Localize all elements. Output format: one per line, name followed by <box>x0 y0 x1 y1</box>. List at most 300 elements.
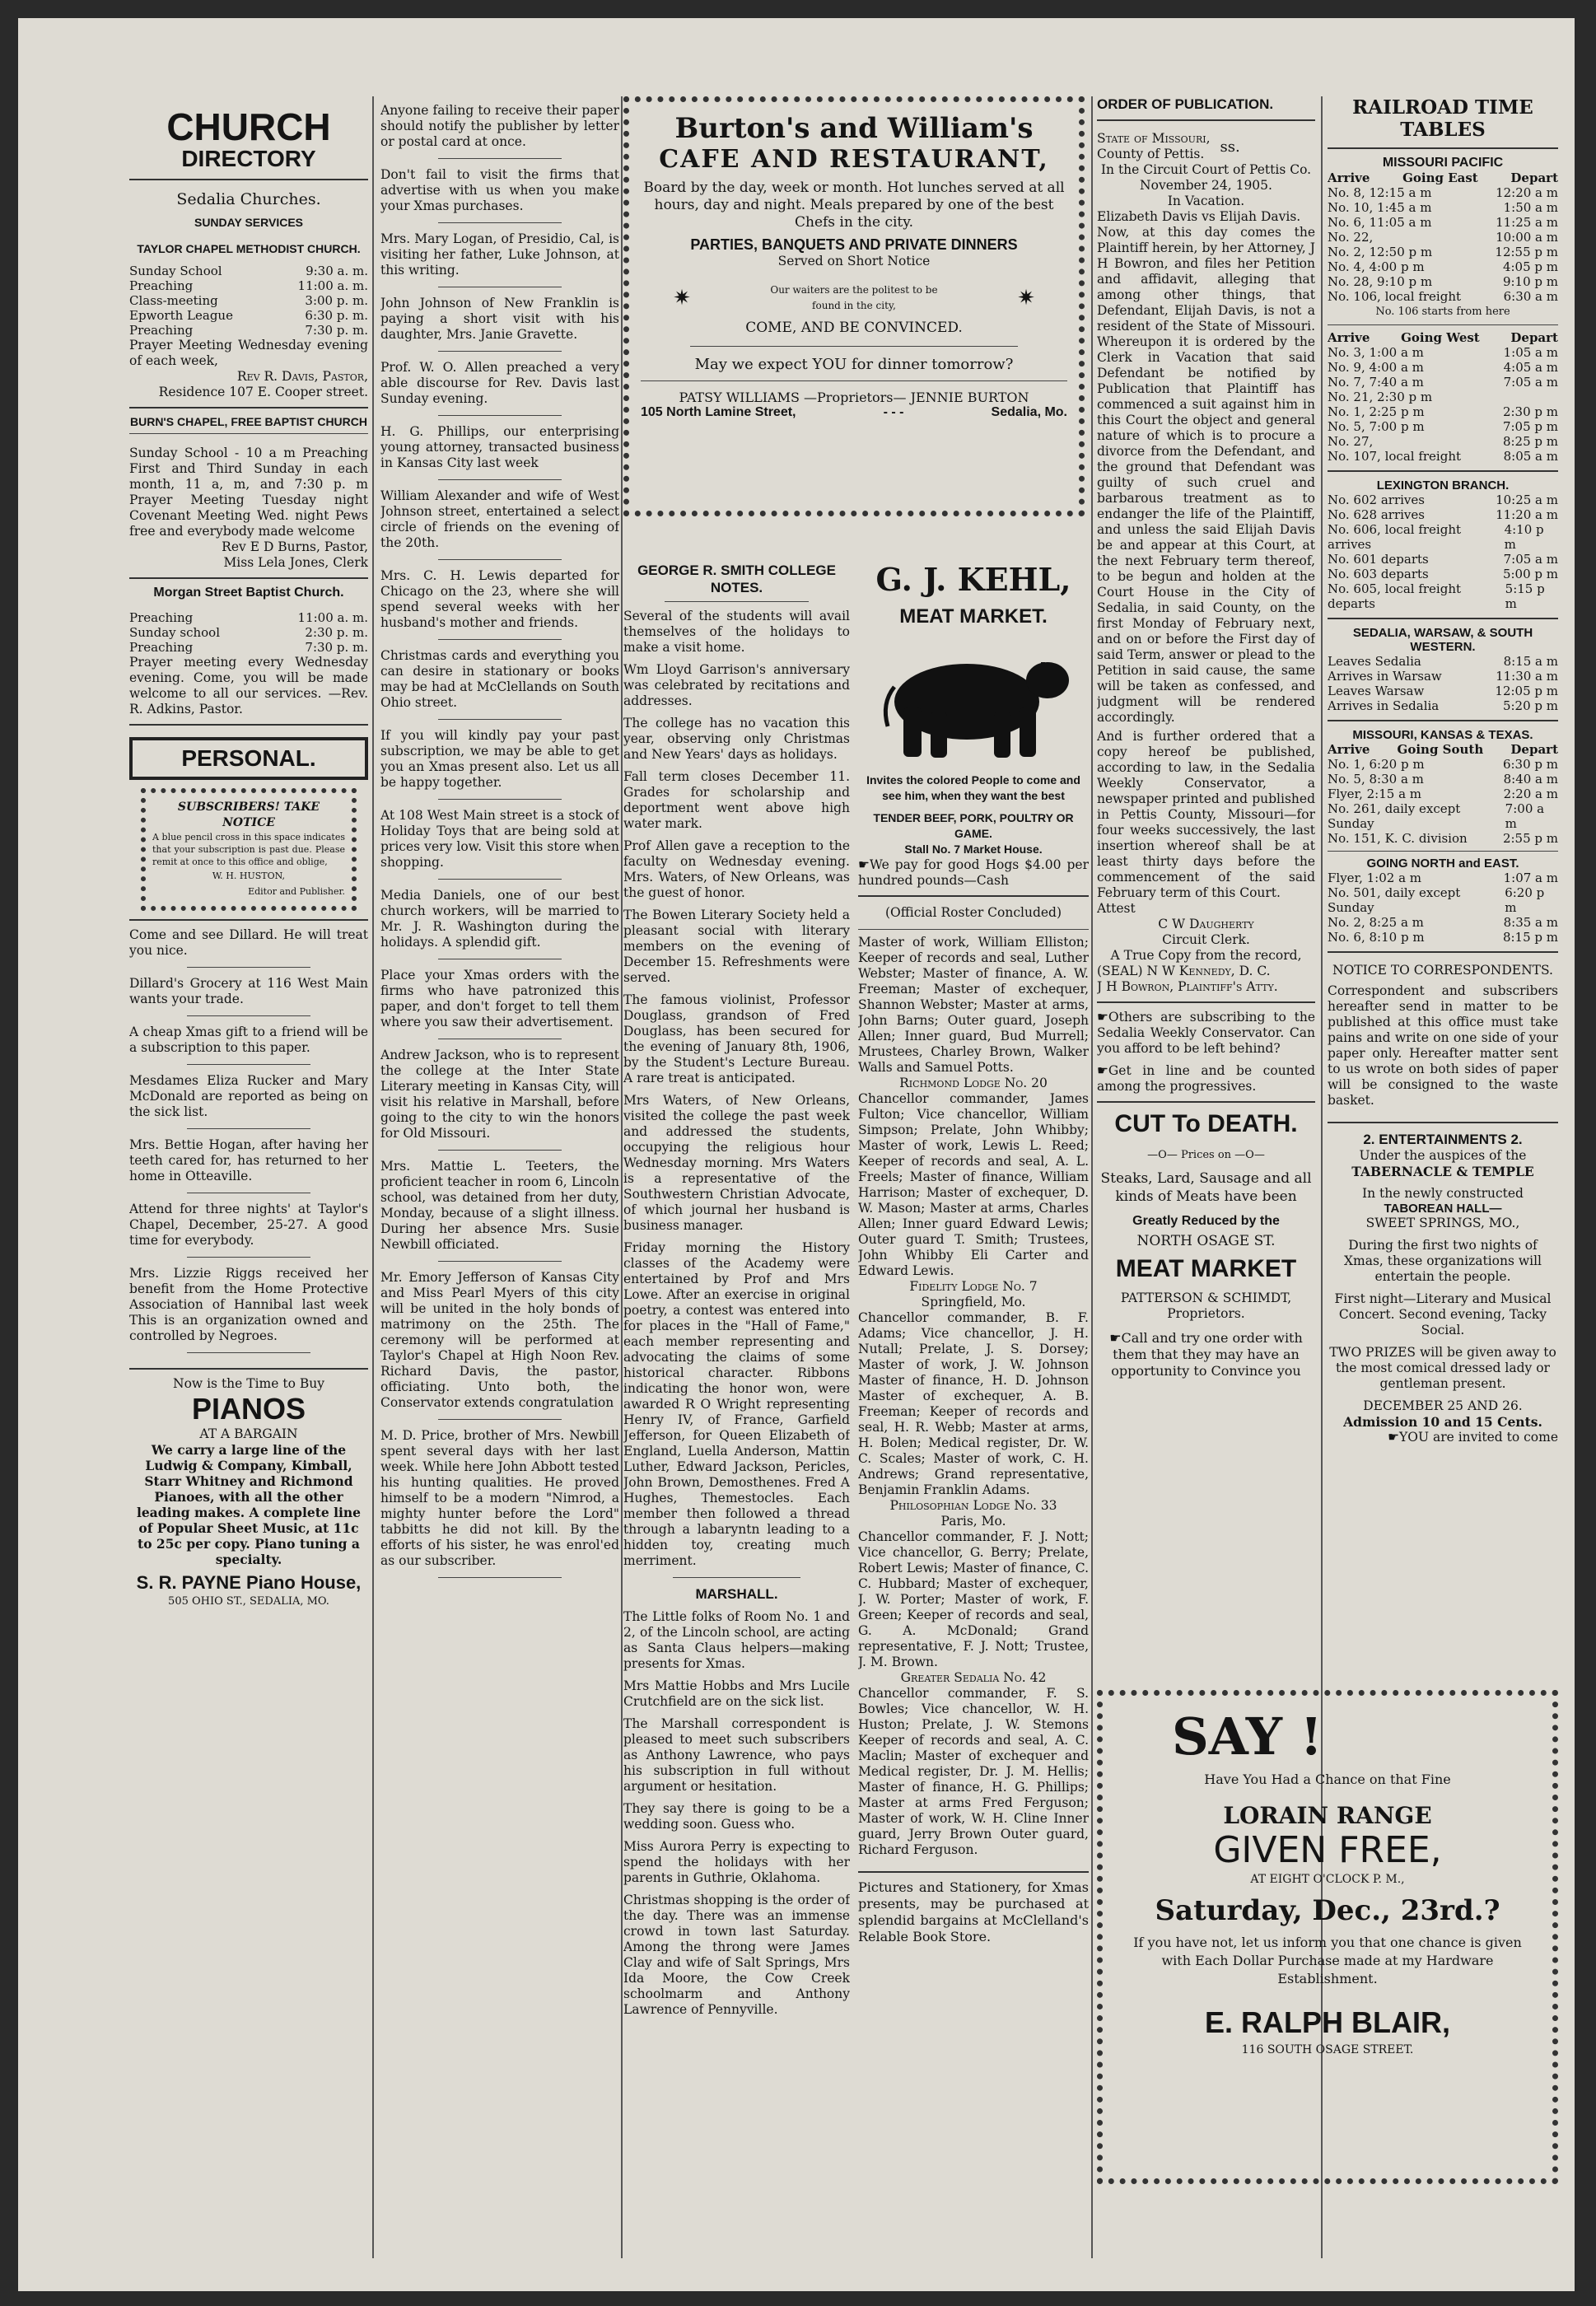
row-label: Arrives in Sedalia <box>1328 698 1440 713</box>
item-divider <box>438 799 562 800</box>
news-item: Dillard's Grocery at 116 West Main wants your trade. <box>129 976 368 1006</box>
newly-constructed: In the newly constructed <box>1362 1186 1524 1201</box>
mp-west-header <box>1328 330 1558 345</box>
item-divider <box>187 1128 310 1129</box>
mp-note: No. 106 starts from here <box>1375 306 1510 318</box>
mkt-heading: MISSOURI, KANSAS & TEXAS. <box>1352 728 1533 742</box>
say-saturday: Saturday, Dec., 23rd.? <box>1155 1894 1500 1927</box>
kehl-beef: TENDER BEEF, PORK, POULTRY OR GAME. <box>873 811 1074 840</box>
row-value: 4:05 p m <box>1502 259 1558 274</box>
news-item: At 108 West Main street is a stock of Holiday Toys that are being sold at prices very low. Visit this store when shopping. <box>380 808 619 870</box>
row-label: No. 606, local freight arrives <box>1328 522 1462 552</box>
kennedy: N W Kennedy, D. C. <box>1146 964 1271 978</box>
cafe-ad <box>623 96 1085 541</box>
row-label: Flyer, 2:15 a m <box>1328 787 1422 801</box>
star-icon: ✷ <box>673 286 691 310</box>
row-value: 12:20 a m <box>1496 185 1558 200</box>
row-value: 7:05 a m <box>1503 552 1558 567</box>
news-item: Friday morning the History classes of the Academy were entertained by Prof and Mrs Lowe. After an exercise in original poetry, a contest was entered into for places in the "Hall of Fame," each member representing and advocating the claims of some historical character. Ribbons indicating the honor won, were awarded R O Wright representing Henry IV, of France, Garfield Jefferson, for Queen Elizabeth of England, Luella Anderson, Mattin Luther, Edward Jackson, Pericles, John Brown, Demosthenes. Fred A Hughes, Themestocles. Each member then followed a thread through a labaryntn leading to a hidden toy, creating much merriment. <box>623 1240 850 1568</box>
news-item: Mrs. Mattie L. Teeters, the proficient teacher in room 6, Lincoln school, was detained from her duty, Monday, because of a slight illness. During her absence Mrs. Susie Newbill officiated. <box>380 1159 619 1252</box>
row-value: 7:05 a m <box>1503 375 1558 390</box>
news-item: The college has no vacation this year, observing only Christmas and New Years' days as holidays. <box>623 716 850 762</box>
cafe-short-notice: Served on Short Notice <box>777 254 931 268</box>
news-item: The Marshall correspondent is pleased to meet such subscribers as Anthony Lawrence, who pays his subscription in full without argument or hesitation. <box>623 1716 850 1794</box>
mp-heading: MISSOURI PACIFIC <box>1382 156 1504 170</box>
news-item: Mrs. Bettie Hogan, after having her teeth cared for, has returned to her home in Otteaville. <box>129 1137 368 1183</box>
schedule-row <box>1328 259 1558 274</box>
row-label: No. 107, local freight <box>1328 449 1462 464</box>
ent-you <box>1328 1430 1558 1445</box>
order-heading: ORDER OF PUBLICATION. <box>1097 96 1274 112</box>
schedule-row <box>1328 669 1558 684</box>
cafe-parties: PARTIES, BANQUETS AND PRIVATE DINNERS <box>690 236 1018 253</box>
sws-table <box>1328 654 1558 713</box>
mkt-header <box>1328 742 1558 757</box>
personal-box <box>129 737 368 780</box>
news-item: Mesdames Eliza Rucker and Mary McDonald are reported as being on the sick list. <box>129 1073 368 1119</box>
bowron-line: J H Bowron, Plaintiff's Atty. <box>1097 979 1278 994</box>
row-value: 8:40 a m <box>1503 772 1558 787</box>
schedule-row <box>129 610 368 625</box>
schedule-row <box>1328 915 1558 930</box>
personal-heading: PERSONAL. <box>181 745 316 771</box>
row-value: 4:10 p m <box>1504 522 1544 552</box>
mp-east-depart: Depart <box>1510 170 1558 185</box>
row-label: No. 28, 9:10 p m <box>1328 274 1433 289</box>
college-items <box>623 609 850 1569</box>
order-text2: And is further ordered that a copy hereof be published, according to law, in the Sedalia Weekly Conservator, a newspaper printed and published in Pettis County, Missouri—for four weeks successively, the last insertion whereof shall be at least thirty days before the commencement of the said February term of this Court. <box>1097 729 1315 900</box>
row-value: 6:30 a m <box>1503 289 1558 304</box>
morgan-text: Prayer meeting every Wednesday evening. Come, you will be made welcome to all our services. —Rev. R. Adkins, Pastor. <box>129 655 368 717</box>
piano-title: PIANOS <box>191 1392 306 1426</box>
tabernacle: TABERNACLE & TEMPLE <box>1351 1164 1534 1179</box>
row-value: 5:15 p m <box>1505 581 1545 611</box>
row-label: No. 501, daily except Sunday <box>1328 885 1461 915</box>
row-value: 9:10 p m <box>1502 274 1558 289</box>
row-label: Epworth League <box>129 308 233 323</box>
row-label: No. 603 departs <box>1328 567 1429 581</box>
clerk-name: C W Daugherty <box>1158 917 1254 931</box>
sunday-services: SUNDAY SERVICES <box>194 216 303 229</box>
news-item: Come and see Dillard. He will treat you nice. <box>129 927 368 958</box>
row-label: No. 8, 12:15 a m <box>1328 185 1432 200</box>
county-line: County of Pettis. <box>1097 147 1205 161</box>
cafe-come: COME, AND BE CONVINCED. <box>745 320 963 336</box>
north-heading: GOING NORTH and EAST. <box>1366 857 1519 871</box>
roster-pictures: Pictures and Stationery, for Xmas presents, may be purchased at splendid bargains at McClelland's Relable Book Store. <box>858 1879 1089 1944</box>
marshall-heading: MARSHALL. <box>695 1586 778 1602</box>
item-divider <box>438 559 562 560</box>
row-value: 8:25 p m <box>1502 434 1558 449</box>
newspaper-page <box>18 18 1575 2291</box>
schedule-row <box>129 323 368 338</box>
row-label: No. 3, 1:00 a m <box>1328 345 1424 360</box>
state-line: State of Missouri, <box>1097 131 1211 146</box>
row-label: Preaching <box>129 610 194 625</box>
call-body: Call and try one order with them that they may have an opportunity to Convince you <box>1111 1330 1303 1379</box>
lex-heading: LEXINGTON BRANCH. <box>1376 478 1510 492</box>
bull-icon <box>858 629 1089 769</box>
subscriber-notice <box>141 788 357 911</box>
column-rule <box>1091 96 1093 2258</box>
others-text: Others are subscribing to the Sedalia Weekly Conservator. Can you afford to be left behind? <box>1097 1010 1315 1056</box>
row-label: No. 9, 4:00 a m <box>1328 360 1424 375</box>
rail-title: RAILROAD TIME TABLES <box>1352 96 1533 141</box>
cafe-text: Board by the day, week or month. Hot lunches served at all hours, day and night. Meals prepared by one of the best Chefs in the city. <box>643 180 1065 231</box>
row-label: Flyer, 1:02 a m <box>1328 871 1422 885</box>
news-item: Anyone failing to receive their paper should notify the publisher by letter or postal card at once. <box>380 103 619 149</box>
mp-west-table <box>1328 345 1558 464</box>
news-item: Miss Aurora Perry is expecting to spend the holidays with her parents in Guthrie, Oklahoma. <box>623 1839 850 1885</box>
kehl-invite: Invites the colored People to come and see him, when they want the best <box>866 773 1080 802</box>
marshall-items <box>623 1609 850 2018</box>
you-text: YOU are invited to come <box>1399 1430 1558 1445</box>
news-item: William Alexander and wife of West Johnson street, entertained a select circle of friends on the evening of the 20th. <box>380 488 619 550</box>
north-osage: NORTH OSAGE ST. <box>1136 1233 1276 1249</box>
mkt-going: Going South <box>1397 742 1484 757</box>
state-county <box>1097 131 1315 162</box>
mp-east-arrive: Arrive <box>1328 170 1370 185</box>
schedule-row <box>1328 375 1558 390</box>
schedule-row <box>1328 230 1558 245</box>
church-directory-column <box>129 96 368 2258</box>
ent-dec: DECEMBER 25 AND 26. <box>1363 1398 1523 1413</box>
news-item: Christmas cards and everything you can desire in stationary or books may be had at McClellands on South Ohio street. <box>380 648 619 710</box>
row-label: No. 7, 7:40 a m <box>1328 375 1424 390</box>
item-divider <box>438 1261 562 1262</box>
news-item: Mrs. Lizzie Riggs received her benefit from the Home Protective Association of Hannibal last week This is an organization owned and controlled by Negroes. <box>129 1266 368 1343</box>
ent-heading: 2. ENTERTAINMENTS 2. <box>1363 1132 1523 1147</box>
roster-h3b: Springfield, Mo. <box>921 1295 1026 1309</box>
piano-text: We carry a large line of the Ludwig & Company, Kimball, Starr Whitney and Richmond Pianoes, with all the other leading makes. A complete line of Popular Sheet Music, at 11c to 25c per copy. Piano tuning a specialty. <box>136 1442 362 1567</box>
row-value: 1:07 a m <box>1503 871 1558 885</box>
proprietors: Proprietors. <box>1167 1306 1245 1321</box>
row-label: No. 151, K. C. division <box>1328 831 1468 846</box>
item-divider <box>438 1577 562 1578</box>
news-item: John Johnson of New Franklin is paying a short visit with his daughter, Mrs. Janie Gravette. <box>380 296 619 342</box>
say-at: AT EIGHT O'CLOCK P. M., <box>1250 1873 1405 1886</box>
row-value: 1:50 a m <box>1503 200 1558 215</box>
schedule-row <box>1328 522 1558 552</box>
schedule-row <box>1328 274 1558 289</box>
column-rule <box>621 96 623 2258</box>
schedule-row <box>129 293 368 308</box>
row-value: 6:30 p. m. <box>305 308 368 323</box>
personal-items <box>129 927 368 1353</box>
row-value: 7:00 a m <box>1505 801 1545 831</box>
notice-sign: W. H. HUSTON, <box>212 871 286 881</box>
row-label: No. 22, <box>1328 230 1374 245</box>
say-address: 116 SOUTH OSAGE STREET. <box>1241 2043 1414 2056</box>
row-label: Arrives in Warsaw <box>1328 669 1442 684</box>
sedalia-churches: Sedalia Churches. <box>176 190 321 208</box>
schedule-row <box>1328 492 1558 507</box>
cafe-ad-border <box>623 96 1085 516</box>
college-notes-column <box>623 562 850 2258</box>
schedule-row <box>1328 831 1558 846</box>
pointing-hand-icon: ☛ <box>1097 1010 1108 1025</box>
row-value: 2:20 a m <box>1503 787 1558 801</box>
news-item: The Bowen Literary Society held a pleasant social with literary members on the evening of December 15. Refreshments were served. <box>623 908 850 985</box>
order-text: Now, at this day comes the Plaintiff herein, by her Attorney, J H Bowron, and files her Petition and affidavit, alleging that among other things, that Defendant, Elijah Davis, is not a resident of the State of Missouri. Whereupon it is ordered by the Clerk in Vacation that said Defendant be notified by Publication that Plaintiff has commenced a suit against him in this Court the object and general nature of which is to procure a divorce from the Defendant, and the ground that Defendant was guilty of such cruel and barbarous treatment as to endanger the life of the Plaintiff, and unless the said Elijah Davis be and appear at this Court, at the next February term thereof, to be begun and holden at the Court House in the City of Sedalia, in said County, on the first Monday of February next, and on or before the First day of said Term, answer or plead to the Petition in said cause, the same will be taken as confessed, and judgment will be rendered accordingly. <box>1097 225 1315 725</box>
schedule-row <box>1328 507 1558 522</box>
cafe-address-city: Sedalia, Mo. <box>991 405 1067 419</box>
row-label: No. 21, 2:30 p m <box>1328 390 1433 404</box>
row-label: Leaves Sedalia <box>1328 654 1421 669</box>
schedule-row <box>1328 581 1558 611</box>
news-item: Wm Lloyd Garrison's anniversary was celebrated by recitations and addresses. <box>623 662 850 708</box>
schedule-row <box>129 308 368 323</box>
schedule-row <box>1328 684 1558 698</box>
row-label: No. 1, 2:25 p m <box>1328 404 1425 419</box>
schedule-row <box>1328 871 1558 885</box>
notice-title: SUBSCRIBERS! TAKE NOTICE <box>177 801 320 829</box>
item-divider <box>438 351 562 352</box>
say-have: Have You Had a Chance on that Fine <box>1204 1772 1451 1787</box>
ent-sub: Under the auspices of the <box>1359 1148 1527 1163</box>
row-label: Leaves Warsaw <box>1328 684 1425 698</box>
schedule-row <box>1328 801 1558 831</box>
taborean-hall: TABOREAN HALL— <box>1384 1202 1502 1216</box>
line-text: Get in line and be counted among the progressives. <box>1097 1063 1315 1094</box>
roster-h4b: Paris, Mo. <box>940 1514 1006 1529</box>
sweet-springs: SWEET SPRINGS, MO., <box>1365 1216 1520 1230</box>
item-divider <box>438 1419 562 1420</box>
schedule-row <box>1328 885 1558 915</box>
burns-chapel-heading: BURN'S CHAPEL, FREE BAPTIST CHURCH <box>129 415 367 428</box>
row-value: 5:20 p m <box>1502 698 1558 713</box>
seal: (SEAL) <box>1097 964 1143 978</box>
roster-h4: Philosophian Lodge No. 33 <box>889 1498 1057 1513</box>
ss-mark: ss. <box>1220 138 1240 156</box>
row-value: 11:00 a. m. <box>297 610 368 625</box>
steaks-text: Steaks, Lard, Sausage and all kinds of Meats have been <box>1100 1170 1312 1205</box>
say-lorain: LORAIN RANGE <box>1223 1802 1432 1829</box>
item-divider <box>438 879 562 880</box>
others-subscribing <box>1097 1010 1315 1057</box>
column-rule <box>372 96 374 2258</box>
schedule-row <box>129 625 368 640</box>
row-label: No. 6, 8:10 p m <box>1328 930 1425 945</box>
ent-first: First night—Literary and Musical Concert. Second evening, Tacky Social. <box>1334 1291 1552 1337</box>
corr-text: Correspondent and subscribers hereafter send in matter to be published at this office must take pains and write on one side of your paper only. Hereafter matter sent to us wrote on both sides of paper will be consigned to the waste basket. <box>1328 983 1558 1108</box>
mp-west-depart: Depart <box>1510 330 1558 345</box>
row-value: 10:00 a m <box>1496 230 1558 245</box>
church-subtitle: DIRECTORY <box>181 146 316 171</box>
roster-h5: Greater Sedalia No. 42 <box>900 1670 1047 1685</box>
row-value: 8:15 a m <box>1503 654 1558 669</box>
row-value: 11:25 a m <box>1496 215 1558 230</box>
kehl-pay-text: We pay for good Hogs $4.00 per hundred pounds—Cash <box>858 857 1089 888</box>
mkt-depart: Depart <box>1510 742 1558 757</box>
prices-on: —O— Prices on —O— <box>1147 1149 1265 1161</box>
cafe-owners: PATSY WILLIAMS —Proprietors— JENNIE BURTON <box>679 390 1029 405</box>
taylor-schedule <box>129 264 368 338</box>
say-ad <box>1097 1690 1558 2184</box>
row-value: 12:55 p m <box>1495 245 1558 259</box>
north-table <box>1328 871 1558 945</box>
schedule-row <box>1328 552 1558 567</box>
call-text <box>1097 1330 1315 1379</box>
roster-h2: Richmond Lodge No. 20 <box>899 1076 1048 1090</box>
say-text: If you have not, let us inform you that one chance is given with Each Dollar Purchase made at my Hardware Establishment. <box>1133 1935 1522 1986</box>
row-label: No. 2, 12:50 p m <box>1328 245 1433 259</box>
news-item: Don't fail to visit the firms that advertise with us when you make your Xmas purchases. <box>380 167 619 213</box>
say-title: SAY ! <box>1172 1706 1323 1767</box>
pointing-hand-icon: ☛ <box>1388 1430 1400 1445</box>
schedule-row <box>1328 757 1558 772</box>
row-value: 1:05 a m <box>1503 345 1558 360</box>
kehl-name: G. J. KEHL, <box>875 562 1071 598</box>
patterson: PATTERSON & SCHIMDT, <box>1120 1291 1292 1305</box>
row-label: Sunday school <box>129 625 221 640</box>
pointing-hand-icon: ☛ <box>858 857 870 872</box>
item-divider <box>187 1015 310 1016</box>
item-divider <box>187 1257 310 1258</box>
taylor-residence: Residence 107 E. Cooper street. <box>158 385 368 399</box>
row-label: Preaching <box>129 278 194 293</box>
news-item: Attend for three nights' at Taylor's Chapel, December, 25-27. A good time for everybody. <box>129 1202 368 1248</box>
pointing-hand-icon: ☛ <box>1109 1330 1122 1346</box>
local-items <box>380 103 619 1578</box>
item-divider <box>438 639 562 640</box>
row-value: 2:55 p m <box>1502 831 1558 846</box>
item-divider <box>438 1150 562 1151</box>
taylor-chapel-heading: TAYLOR CHAPEL METHODIST CHURCH. <box>137 242 361 255</box>
corr-heading: NOTICE TO CORRESPONDENTS. <box>1332 963 1553 978</box>
mp-west-going: Going West <box>1401 330 1480 345</box>
item-divider <box>438 719 562 720</box>
item-divider <box>438 158 562 159</box>
row-label: No. 4, 4:00 p m <box>1328 259 1425 274</box>
seal-line <box>1097 964 1315 979</box>
row-label: Sunday School <box>129 264 222 278</box>
row-label: No. 6, 11:05 a m <box>1328 215 1432 230</box>
ent-admission: Admission 10 and 15 Cents. <box>1343 1414 1542 1430</box>
row-label: No. 1, 6:20 p m <box>1328 757 1425 772</box>
cafe-may: May we expect YOU for dinner tomorrow? <box>694 356 1014 373</box>
news-item: If you will kindly pay your past subscription, we may be able to get you an Xmas present also. Let us all be happy together. <box>380 728 619 790</box>
item-divider <box>187 967 310 968</box>
cut-to-death: CUT To DEATH. <box>1114 1110 1298 1137</box>
roster-p4: Chancellor commander, F. J. Nott; Vice chancellor, G. Berry; Prelate, Robert Lewis; Master of finance, C. C. Hubbard; Master of exchequer, J. W. Porter; Master of work, F. Green; Keeper of records and seal, G. A. McDonald; Grand representative, F. J. Nott; Trustee, J. M. Brown. <box>858 1529 1089 1669</box>
morgan-heading: Morgan Street Baptist Church. <box>153 586 344 600</box>
railroad-column <box>1328 96 1558 1678</box>
news-item: Mrs Mattie Hobbs and Mrs Lucile Crutchfield are on the sick list. <box>623 1678 850 1709</box>
row-value: 8:05 a m <box>1503 449 1558 464</box>
news-item: Prof. W. O. Allen preached a very able discourse for Rev. Davis last Sunday evening. <box>380 360 619 406</box>
row-label: No. 5, 7:00 p m <box>1328 419 1425 434</box>
mp-east-table <box>1328 185 1558 304</box>
schedule-row <box>1328 698 1558 713</box>
lex-table <box>1328 492 1558 611</box>
ent-during: During the first two nights of Xmas, these organizations will entertain the people. <box>1344 1238 1542 1284</box>
piano-house: S. R. PAYNE Piano House, <box>136 1572 362 1593</box>
news-item: M. D. Price, brother of Mrs. Newbill spent several days with her last week. While here John Abbott tested his hunting qualities. He proved himself to be a modern "Nimrod, a mighty hunter before the Lord" tabbitts he did not kill. By the efforts of his sister, he was enrol'ed as our subscriber. <box>380 1428 619 1568</box>
roster-p2: Chancellor commander, James Fulton; Vice chancellor, William Simpson; Prelate, John Whibby; Master of work, Lewis L. Reed; Keeper of records and seal, A. L. Freels; Master of finance, William Harrison; Master of exchequer, D. W. Mason; Master at arms, Charles Allen; Inner guard Edward Lewis; Outer guard T. Smith; Trustees, John Whibby Eli Carter and Edward Lewis. <box>858 1091 1089 1278</box>
cafe-address: 105 North Lamine Street, - - - Sedalia, Mo. <box>641 405 1067 419</box>
schedule-row <box>1328 567 1558 581</box>
cafe-waiters-row <box>641 282 1067 314</box>
piano-bargain: AT A BARGAIN <box>199 1426 298 1441</box>
row-label: No. 27, <box>1328 434 1374 449</box>
news-item: Prof Allen gave a reception to the faculty on Wednesday evening. Mrs. Waters, of New Orleans, was the guest of honor. <box>623 838 850 900</box>
notice-text: A blue pencil cross in this space indicates that your subscription is past due. Please remit at once to this office and oblige, <box>152 832 345 867</box>
news-item: Mr. Emory Jefferson of Kansas City and Miss Pearl Myers of this city will be united in the holy bonds of matrimony on the 25th. The ceremony will be performed at Taylor's Chapel at High Noon Rev. Richard Davis, the pastor, officiating. Unto both, the Conservator extends congratulation <box>380 1270 619 1410</box>
item-divider <box>438 222 562 223</box>
row-value: 2:30 p. m. <box>305 625 368 640</box>
row-value: 5:00 p m <box>1502 567 1558 581</box>
piano-now: Now is the Time to Buy <box>173 1376 324 1391</box>
schedule-row <box>129 264 368 278</box>
say-blair: E. RALPH BLAIR, <box>1204 2005 1450 2039</box>
schedule-row <box>1328 200 1558 215</box>
pointing-hand-icon: ☛ <box>1097 1063 1108 1078</box>
taylor-text: Prayer Meeting Wednesday evening of each week, <box>129 338 368 368</box>
kehl-market: MEAT MARKET. <box>899 605 1048 628</box>
burns-text: Sunday School - 10 a m Preaching First and Third Sunday in each month, 11 a, m, and 7:30 p. m Prayer Meeting Tuesday night Covenant Meeting Wed. night Pews free and everybody made welcome <box>129 446 368 539</box>
get-in-line <box>1097 1063 1315 1095</box>
schedule-row <box>1328 360 1558 375</box>
kehl-stall: Stall No. 7 Market House. <box>904 843 1043 856</box>
news-item: The famous violinist, Professor Douglass, grandson of Fred Douglass, has been secured for the evening of January 8th, 1906, by the Student's Lecture Bureau. A rare treat is anticipated. <box>623 992 850 1085</box>
schedule-row <box>1328 215 1558 230</box>
news-item: Andrew Jackson, who is to represent the college at the Inter State Literary meeting in Kansas City, will visit his relative in Marshall, before going to the city to win the honors for Old Missouri. <box>380 1048 619 1141</box>
roster-p1: Master of work, William Elliston; Keeper of records and seal, Luther Webster; Master of finance, A. W. Freeman; Master of exchequer, Shannon Webster; Master at arms, John Barns; Outer guard, Joseph Allen; Inner guard, Bud Murrell; Mrustees, Charley Brown, Walker Walls and Samuel Potts. <box>858 935 1089 1075</box>
schedule-row <box>1328 930 1558 945</box>
news-item: Media Daniels, one of our best church workers, will be married to Mr. J. R. Washington during the holidays. A splendid gift. <box>380 888 619 950</box>
row-value: 11:30 a m <box>1496 669 1558 684</box>
row-value: 7:30 p. m. <box>305 323 368 338</box>
taylor-pastor: Rev R. Davis, Pastor, <box>236 369 368 384</box>
roster-h3: Fidelity Lodge No. 7 <box>909 1279 1038 1294</box>
clerk-title: Circuit Clerk. <box>1162 932 1250 947</box>
schedule-row <box>1328 772 1558 787</box>
schedule-row <box>129 278 368 293</box>
roster-p5: Chancellor commander, F. S. Bowles; Vice chancellor, W. H. Huston; Prelate, J. W. Stemons Keeper of records and seal, A. C. Maclin; Master of exchequer and Medical register, Dr. J. M. Hellis; Master of finance, H. G. Phillips; Master at arms Fred Ferguson; Master of work, W. H. Cline Inner guard, Jerry Brown Outer guard, Richard Ferguson. <box>858 1686 1089 1857</box>
news-item: Christmas shopping is the order of the day. There was an immense crowd in town last Saturday. Among the throng were James Clay and wife of Salt Springs, Mrs Ida Moore, the Cow Creek schoolmarm and Anthony Lawrence of Pennyville. <box>623 1893 850 2017</box>
news-item: A cheap Xmas gift to a friend will be a subscription to this paper. <box>129 1025 368 1055</box>
schedule-row <box>1328 434 1558 449</box>
news-item: Fall term closes December 11. Grades for scholarship and deportment went above high water mark. <box>623 769 850 831</box>
burns-pastor: Rev E D Burns, Pastor, <box>222 539 368 554</box>
schedule-row <box>1328 390 1558 404</box>
row-label: No. 261, daily except Sunday <box>1328 801 1461 831</box>
news-item: They say there is going to be a wedding soon. Guess who. <box>623 1801 850 1832</box>
morgan-schedule <box>129 610 368 655</box>
mp-east-header <box>1328 170 1558 185</box>
greatly-reduced: Greatly Reduced by the <box>1132 1214 1280 1228</box>
cafe-waiters: Our waiters are the politest to be found in the city, <box>770 284 938 311</box>
mkt-arrive: Arrive <box>1328 742 1370 757</box>
row-value: 11:20 a m <box>1496 507 1558 522</box>
schedule-row <box>129 640 368 655</box>
row-label: No. 602 arrives <box>1328 492 1425 507</box>
item-divider <box>438 415 562 416</box>
piano-address: 505 OHIO ST., SEDALIA, MO. <box>168 1595 329 1608</box>
news-item: Mrs Waters, of New Orleans, visited the college the past week and addressed the students, occupying the religious hour Wednesday morning. Mrs Waters is a representative of the Southwestern Christian Advocate, of which journal her husband is business manager. <box>623 1093 850 1233</box>
notice-sign2: Editor and Publisher. <box>248 886 345 897</box>
schedule-row <box>1328 185 1558 200</box>
vacation-line: In Vacation. <box>1167 194 1245 208</box>
row-value: 3:00 p. m. <box>305 293 368 308</box>
say-given: GIVEN FREE, <box>1213 1829 1442 1871</box>
mp-west-arrive: Arrive <box>1328 330 1370 345</box>
row-value: 9:30 a. m. <box>306 264 368 278</box>
news-item: H. G. Phillips, our enterprising young attorney, transacted business in Kansas City last week <box>380 424 619 470</box>
row-value: 8:15 p m <box>1502 930 1558 945</box>
roster-heading: (Official Roster Concluded) <box>884 905 1062 920</box>
